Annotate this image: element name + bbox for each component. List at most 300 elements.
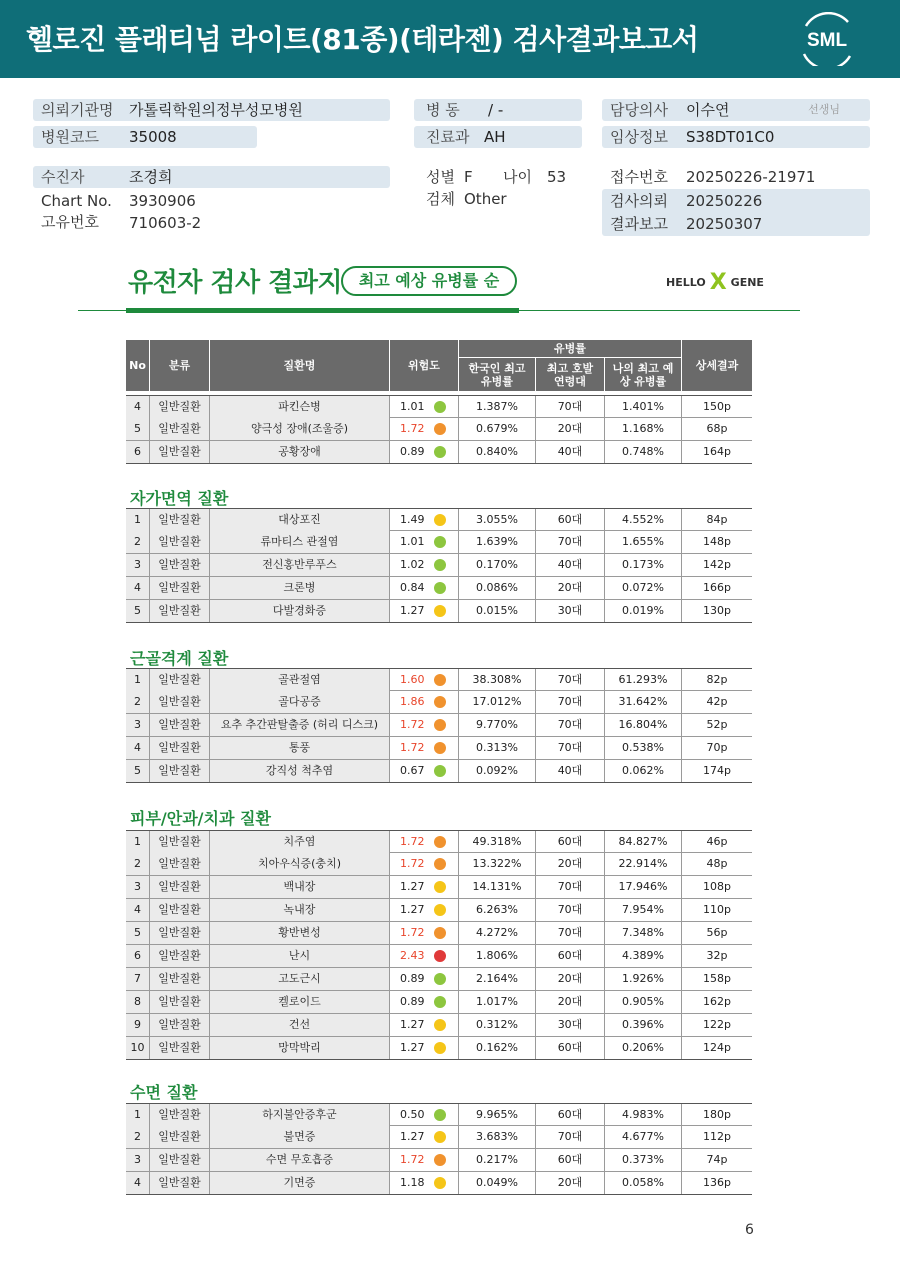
cell-no: 1 — [126, 831, 150, 853]
cell-risk — [390, 737, 459, 759]
cell-no: 4 — [126, 737, 150, 759]
risk-level-dot-icon — [434, 858, 446, 870]
table-row — [126, 1172, 752, 1195]
cell-disease: 망막박리 — [210, 1037, 390, 1059]
th-peak-age: 최고 호발 연령대 — [536, 358, 605, 392]
table-row — [126, 830, 752, 853]
risk-level-dot-icon — [434, 881, 446, 893]
cell-category: 일반질환 — [150, 600, 210, 622]
cell-my-max: 0.905% — [605, 991, 682, 1013]
cell-korean-max: 1.639% — [459, 531, 536, 553]
cell-category: 일반질환 — [150, 876, 210, 898]
cell-korean-max: 38.308% — [459, 669, 536, 691]
risk-value: 1.60 — [400, 673, 425, 686]
cell-category: 일반질환 — [150, 396, 210, 418]
cell-korean-max: 1.806% — [459, 945, 536, 967]
cell-korean-max: 9.770% — [459, 714, 536, 736]
cell-korean-max: 3.683% — [459, 1126, 536, 1148]
ward-label: 병 동 — [426, 101, 460, 119]
request-value: 20250226 — [686, 192, 763, 210]
chart-label: Chart No. — [41, 192, 112, 210]
cell-my-max: 7.954% — [605, 899, 682, 921]
cell-detail-page[interactable]: 112p — [703, 1130, 731, 1143]
patient-field — [33, 166, 390, 188]
cell-my-max: 1.926% — [605, 968, 682, 990]
table-row — [126, 737, 752, 760]
cell-disease: 녹내장 — [210, 899, 390, 921]
cell-peak-age: 60대 — [536, 1037, 605, 1059]
cell-disease: 황반변성 — [210, 922, 390, 944]
cell-category: 일반질환 — [150, 737, 210, 759]
cell-category: 일반질환 — [150, 1126, 210, 1148]
risk-value: 1.27 — [400, 1130, 425, 1143]
cell-no: 1 — [126, 669, 150, 691]
cell-disease: 하지불안증후군 — [210, 1104, 390, 1126]
cell-risk — [390, 853, 459, 875]
sml-logo-icon — [796, 12, 858, 66]
age-label: 나이 — [503, 168, 532, 186]
cell-peak-age: 60대 — [536, 1149, 605, 1171]
cell-risk — [390, 922, 459, 944]
doctor-field — [602, 99, 870, 121]
doctor-label: 담당의사 — [610, 101, 668, 119]
risk-level-dot-icon — [434, 950, 446, 962]
risk-level-dot-icon — [434, 514, 446, 526]
chart-value: 3930906 — [129, 192, 196, 210]
cell-korean-max: 49.318% — [459, 831, 536, 853]
institution-label: 의뢰기관명 — [41, 101, 114, 119]
risk-value: 1.02 — [400, 558, 425, 571]
report-label: 결과보고 — [610, 215, 668, 233]
table-row — [126, 876, 752, 899]
patient-value: 조경희 — [129, 168, 173, 186]
cell-korean-max: 13.322% — [459, 853, 536, 875]
risk-level-dot-icon — [434, 1177, 446, 1189]
cell-korean-max: 1.017% — [459, 991, 536, 1013]
cell-my-max: 4.389% — [605, 945, 682, 967]
cell-peak-age: 60대 — [536, 1104, 605, 1126]
risk-value: 0.50 — [400, 1108, 425, 1121]
table-row — [126, 691, 752, 714]
risk-level-dot-icon — [434, 765, 446, 777]
risk-value: 1.01 — [400, 400, 425, 413]
cell-peak-age: 40대 — [536, 441, 605, 463]
cell-category: 일반질환 — [150, 945, 210, 967]
cell-risk — [390, 991, 459, 1013]
cell-my-max: 4.677% — [605, 1126, 682, 1148]
cell-peak-age: 20대 — [536, 577, 605, 599]
cell-peak-age: 20대 — [536, 991, 605, 1013]
cell-korean-max: 0.170% — [459, 554, 536, 576]
cell-peak-age: 40대 — [536, 554, 605, 576]
risk-level-dot-icon — [434, 927, 446, 939]
results-table-header — [126, 340, 752, 392]
risk-value: 1.72 — [400, 857, 425, 870]
hellogene-logo — [666, 270, 764, 294]
cell-detail-page[interactable]: 150p — [703, 400, 731, 413]
cell-category: 일반질환 — [150, 991, 210, 1013]
cell-peak-age: 70대 — [536, 1126, 605, 1148]
cell-korean-max: 0.679% — [459, 418, 536, 440]
cell-category: 일반질환 — [150, 922, 210, 944]
cell-disease: 건선 — [210, 1014, 390, 1036]
cell-no: 5 — [126, 418, 150, 440]
risk-value: 0.89 — [400, 445, 425, 458]
hospital-code-value: 35008 — [129, 128, 177, 146]
cell-disease: 불면증 — [210, 1126, 390, 1148]
table-row — [126, 922, 752, 945]
cell-disease: 류마티스 관절염 — [210, 531, 390, 553]
table-row — [126, 395, 752, 418]
th-my-max: 나의 최고 예상 유병률 — [605, 358, 682, 392]
risk-value: 1.27 — [400, 1041, 425, 1054]
cell-category: 일반질환 — [150, 899, 210, 921]
risk-value: 1.27 — [400, 880, 425, 893]
cell-korean-max: 0.086% — [459, 577, 536, 599]
risk-value: 1.86 — [400, 695, 425, 708]
cell-no: 3 — [126, 554, 150, 576]
cell-peak-age: 20대 — [536, 853, 605, 875]
cell-no: 1 — [126, 1104, 150, 1126]
table-row — [126, 531, 752, 554]
cell-peak-age: 70대 — [536, 531, 605, 553]
cell-korean-max: 0.092% — [459, 760, 536, 782]
cell-korean-max: 6.263% — [459, 899, 536, 921]
cell-my-max: 0.019% — [605, 600, 682, 622]
cell-korean-max: 3.055% — [459, 509, 536, 531]
institution-value: 가톨릭학원의정부성모병원 — [129, 101, 303, 119]
cell-peak-age: 70대 — [536, 691, 605, 713]
cell-category: 일반질환 — [150, 968, 210, 990]
clinical-field — [602, 126, 870, 148]
risk-value: 1.27 — [400, 1018, 425, 1031]
cell-korean-max: 0.313% — [459, 737, 536, 759]
group-title: 수면 질환 — [130, 1083, 198, 1102]
cell-my-max: 1.655% — [605, 531, 682, 553]
cell-my-max: 0.396% — [605, 1014, 682, 1036]
unique-value: 710603-2 — [129, 214, 202, 232]
cell-detail-page[interactable]: 70p — [706, 741, 728, 754]
page-number: 6 — [745, 1222, 754, 1238]
cell-no: 6 — [126, 945, 150, 967]
cell-category: 일반질환 — [150, 1149, 210, 1171]
cell-category: 일반질환 — [150, 577, 210, 599]
cell-no: 4 — [126, 1172, 150, 1194]
cell-category: 일반질환 — [150, 531, 210, 553]
cell-no: 3 — [126, 714, 150, 736]
cell-disease: 치주염 — [210, 831, 390, 853]
cell-disease: 파킨슨병 — [210, 396, 390, 418]
risk-value: 1.27 — [400, 604, 425, 617]
cell-my-max: 0.173% — [605, 554, 682, 576]
cell-category: 일반질환 — [150, 1014, 210, 1036]
cell-detail-page[interactable]: 142p — [703, 558, 731, 571]
cell-disease: 고도근시 — [210, 968, 390, 990]
risk-value: 1.49 — [400, 513, 425, 526]
th-disease: 질환명 — [210, 340, 390, 392]
cell-no: 1 — [126, 509, 150, 531]
sex-value: F — [464, 168, 473, 186]
cell-korean-max: 9.965% — [459, 1104, 536, 1126]
table-row — [126, 760, 752, 783]
cell-risk — [390, 577, 459, 599]
cell-my-max: 0.538% — [605, 737, 682, 759]
cell-risk — [390, 876, 459, 898]
cell-risk — [390, 691, 459, 713]
risk-level-dot-icon — [434, 401, 446, 413]
risk-level-dot-icon — [434, 423, 446, 435]
risk-value: 1.72 — [400, 741, 425, 754]
hospital-code-field — [33, 126, 257, 148]
cell-detail-page[interactable]: 166p — [703, 581, 731, 594]
cell-my-max: 61.293% — [605, 669, 682, 691]
unique-label: 고유번호 — [41, 213, 99, 231]
risk-level-dot-icon — [434, 719, 446, 731]
receipt-value: 20250226-21971 — [686, 168, 816, 186]
clinical-value: S38DT01C0 — [686, 128, 775, 146]
cell-detail-page[interactable]: 42p — [706, 695, 728, 708]
table-row — [126, 577, 752, 600]
cell-risk — [390, 1172, 459, 1194]
cell-disease: 골다공증 — [210, 691, 390, 713]
cell-detail-page[interactable]: 68p — [706, 422, 728, 435]
risk-level-dot-icon — [434, 1154, 446, 1166]
cell-my-max: 4.983% — [605, 1104, 682, 1126]
risk-level-dot-icon — [434, 559, 446, 571]
sex-label: 성별 — [426, 168, 455, 186]
cell-category: 일반질환 — [150, 1037, 210, 1059]
cell-detail-page[interactable]: 164p — [703, 445, 731, 458]
table-row — [126, 1126, 752, 1149]
cell-korean-max: 4.272% — [459, 922, 536, 944]
cell-detail-page[interactable]: 84p — [706, 513, 728, 526]
cell-category: 일반질환 — [150, 441, 210, 463]
cell-category: 일반질환 — [150, 554, 210, 576]
risk-level-dot-icon — [434, 742, 446, 754]
doctor-value: 이수연 — [686, 101, 730, 119]
cell-no: 4 — [126, 396, 150, 418]
section-title: 유전자 검사 결과지 — [128, 268, 343, 298]
cell-risk — [390, 669, 459, 691]
table-row — [126, 1014, 752, 1037]
table-row — [126, 1103, 752, 1126]
cell-peak-age: 70대 — [536, 922, 605, 944]
cell-korean-max: 0.162% — [459, 1037, 536, 1059]
cell-korean-max: 17.012% — [459, 691, 536, 713]
report-title: 헬로진 플래티넘 라이트(81종)(테라젠) 검사결과보고서 — [26, 23, 699, 56]
cell-detail-page[interactable]: 174p — [703, 764, 731, 777]
cell-peak-age: 70대 — [536, 396, 605, 418]
cell-detail-page[interactable]: 148p — [703, 535, 731, 548]
risk-value: 1.72 — [400, 926, 425, 939]
dept-value: AH — [484, 128, 506, 146]
cell-korean-max: 0.840% — [459, 441, 536, 463]
cell-category: 일반질환 — [150, 418, 210, 440]
cell-no: 2 — [126, 853, 150, 875]
cell-no: 2 — [126, 1126, 150, 1148]
table-row — [126, 441, 752, 464]
risk-value: 1.72 — [400, 718, 425, 731]
risk-value: 1.72 — [400, 835, 425, 848]
risk-level-dot-icon — [434, 996, 446, 1008]
cell-my-max: 0.072% — [605, 577, 682, 599]
cell-risk — [390, 899, 459, 921]
cell-disease: 백내장 — [210, 876, 390, 898]
cell-my-max: 1.168% — [605, 418, 682, 440]
risk-level-dot-icon — [434, 446, 446, 458]
cell-category: 일반질환 — [150, 1172, 210, 1194]
group-title: 피부/안과/치과 질환 — [130, 809, 271, 828]
cell-detail-page[interactable]: 46p — [706, 835, 728, 848]
section-divider-accent — [126, 308, 519, 313]
cell-my-max: 22.914% — [605, 853, 682, 875]
cell-no: 6 — [126, 441, 150, 463]
risk-level-dot-icon — [434, 973, 446, 985]
cell-korean-max: 2.164% — [459, 968, 536, 990]
cell-korean-max: 1.387% — [459, 396, 536, 418]
cell-risk — [390, 1037, 459, 1059]
cell-disease: 요추 추간판탈출증 (허리 디스크) — [210, 714, 390, 736]
cell-disease: 골관절염 — [210, 669, 390, 691]
cell-disease: 강직성 척추염 — [210, 760, 390, 782]
cell-korean-max: 0.049% — [459, 1172, 536, 1194]
doctor-suffix: 선생님 — [808, 103, 840, 116]
report-header-bar — [0, 0, 900, 78]
cell-my-max: 0.062% — [605, 760, 682, 782]
ward-field — [414, 99, 582, 121]
cell-risk — [390, 714, 459, 736]
cell-risk — [390, 1149, 459, 1171]
risk-value: 0.89 — [400, 995, 425, 1008]
risk-level-dot-icon — [434, 674, 446, 686]
cell-detail-page[interactable]: 130p — [703, 604, 731, 617]
risk-value: 1.01 — [400, 535, 425, 548]
cell-my-max: 31.642% — [605, 691, 682, 713]
risk-level-dot-icon — [434, 536, 446, 548]
hospital-code-label: 병원코드 — [41, 128, 99, 146]
risk-value: 1.72 — [400, 1153, 425, 1166]
cell-my-max: 0.373% — [605, 1149, 682, 1171]
cell-detail-page[interactable]: 124p — [703, 1041, 731, 1054]
report-value: 20250307 — [686, 215, 763, 233]
cell-my-max: 0.748% — [605, 441, 682, 463]
cell-category: 일반질환 — [150, 831, 210, 853]
risk-value: 1.18 — [400, 1176, 425, 1189]
dept-label: 진료과 — [426, 128, 470, 146]
group-title: 자가면역 질환 — [130, 489, 229, 508]
cell-my-max: 16.804% — [605, 714, 682, 736]
risk-level-dot-icon — [434, 836, 446, 848]
cell-detail-page[interactable]: 108p — [703, 880, 731, 893]
cell-my-max: 0.058% — [605, 1172, 682, 1194]
cell-my-max: 84.827% — [605, 831, 682, 853]
cell-detail-page[interactable]: 180p — [703, 1108, 731, 1121]
table-row — [126, 991, 752, 1014]
cell-detail-page[interactable]: 136p — [703, 1176, 731, 1189]
cell-category: 일반질환 — [150, 760, 210, 782]
cell-peak-age: 20대 — [536, 1172, 605, 1194]
table-row — [126, 508, 752, 531]
cell-peak-age: 40대 — [536, 760, 605, 782]
cell-my-max: 7.348% — [605, 922, 682, 944]
ward-value: / - — [488, 101, 504, 119]
cell-disease: 전신홍반루푸스 — [210, 554, 390, 576]
cell-disease: 공황장애 — [210, 441, 390, 463]
cell-category: 일반질환 — [150, 1104, 210, 1126]
cell-korean-max: 0.312% — [459, 1014, 536, 1036]
table-row — [126, 899, 752, 922]
cell-peak-age: 20대 — [536, 968, 605, 990]
cell-my-max: 4.552% — [605, 509, 682, 531]
cell-detail-page[interactable]: 82p — [706, 673, 728, 686]
cell-korean-max: 14.131% — [459, 876, 536, 898]
cell-risk — [390, 600, 459, 622]
cell-detail-page[interactable]: 110p — [703, 903, 731, 916]
cell-no: 4 — [126, 577, 150, 599]
table-row — [126, 945, 752, 968]
cell-peak-age: 60대 — [536, 509, 605, 531]
cell-peak-age: 30대 — [536, 1014, 605, 1036]
risk-level-dot-icon — [434, 1131, 446, 1143]
dept-field — [414, 126, 582, 148]
cell-disease: 다발경화증 — [210, 600, 390, 622]
risk-value: 0.89 — [400, 972, 425, 985]
cell-no: 5 — [126, 922, 150, 944]
cell-risk — [390, 1014, 459, 1036]
cell-risk — [390, 396, 459, 418]
cell-detail-page[interactable]: 122p — [703, 1018, 731, 1031]
cell-detail-page[interactable]: 56p — [706, 926, 728, 939]
cell-no: 9 — [126, 1014, 150, 1036]
table-row — [126, 714, 752, 737]
cell-disease: 난시 — [210, 945, 390, 967]
cell-peak-age: 70대 — [536, 669, 605, 691]
cell-risk — [390, 418, 459, 440]
cell-disease: 통풍 — [210, 737, 390, 759]
cell-detail-page[interactable]: 48p — [706, 857, 728, 870]
risk-value: 1.72 — [400, 422, 425, 435]
cell-korean-max: 0.217% — [459, 1149, 536, 1171]
cell-no: 5 — [126, 600, 150, 622]
hellogene-logo-left: HELLO — [666, 275, 706, 289]
cell-risk — [390, 968, 459, 990]
specimen-value: Other — [464, 190, 507, 208]
cell-no: 2 — [126, 691, 150, 713]
table-row — [126, 600, 752, 623]
specimen-label: 검체 — [426, 190, 455, 208]
cell-peak-age: 70대 — [536, 737, 605, 759]
table-row — [126, 1149, 752, 1172]
cell-peak-age: 20대 — [536, 418, 605, 440]
cell-detail-page[interactable]: 32p — [706, 949, 728, 962]
cell-no: 10 — [126, 1037, 150, 1059]
table-row — [126, 853, 752, 876]
th-detail: 상세결과 — [682, 340, 752, 392]
receipt-label: 접수번호 — [610, 168, 668, 186]
cell-detail-page[interactable]: 158p — [703, 972, 731, 985]
cell-detail-page[interactable]: 162p — [703, 995, 731, 1008]
cell-peak-age: 30대 — [536, 600, 605, 622]
risk-value: 0.67 — [400, 764, 425, 777]
cell-detail-page[interactable]: 74p — [706, 1153, 728, 1166]
cell-peak-age: 60대 — [536, 831, 605, 853]
cell-my-max: 1.401% — [605, 396, 682, 418]
clinical-label: 임상정보 — [610, 128, 668, 146]
cell-risk — [390, 945, 459, 967]
cell-risk — [390, 760, 459, 782]
cell-detail-page[interactable]: 52p — [706, 718, 728, 731]
cell-risk — [390, 1126, 459, 1148]
